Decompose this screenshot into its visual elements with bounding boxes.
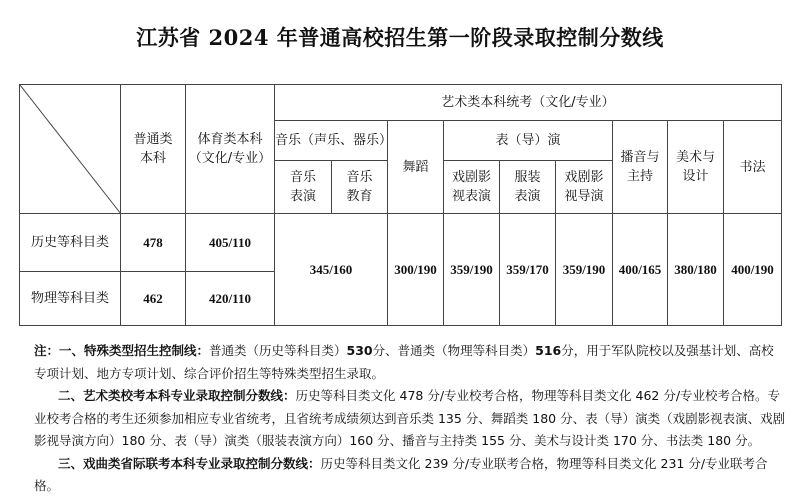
cell-art-design-score: 380/180 [667, 213, 724, 326]
row-label-history: 历史等科目类 [19, 213, 121, 272]
cell-music-score: 345/160 [274, 213, 388, 326]
cell-history-general: 478 [120, 213, 186, 272]
diagonal-header-cell [19, 84, 121, 214]
note-2-heading: 二、艺术类校考本科专业录取控制分数线： [58, 388, 296, 403]
header-sports: 体育类本科 （文化/专业） [185, 84, 275, 214]
cell-calligraphy-score: 400/190 [723, 213, 782, 326]
header-art-design: 美术与 设计 [667, 120, 724, 214]
note-3 [34, 453, 786, 498]
cell-broadcast-score: 400/165 [612, 213, 668, 326]
header-calligraphy: 书法 [723, 120, 782, 214]
row-label-physics: 物理等科目类 [19, 271, 121, 326]
header-performance: 表（导）演 [443, 120, 613, 161]
diagonal-line [20, 85, 122, 215]
header-dance: 舞蹈 [387, 120, 444, 214]
header-music-education: 音乐 教育 [331, 160, 388, 214]
note-2 [34, 385, 786, 453]
page-title: 江苏省 2024 年普通高校招生第一阶段录取控制分数线 [136, 25, 664, 50]
cell-drama-directing-score: 359/190 [555, 213, 613, 326]
note-value: 530 [346, 343, 373, 358]
note-text: 分，用于军队院校以及强基计划、高校专项计划、地方专项计划、综合评价招生等特殊类型招生录取。 [34, 343, 774, 381]
header-general: 普通类 本科 [120, 84, 186, 214]
cell-history-sports: 405/110 [185, 213, 275, 272]
header-art: 艺术类本科统考（文化/专业） [274, 84, 782, 121]
notes [34, 340, 786, 498]
header-drama-performance: 戏剧影 视表演 [443, 160, 500, 214]
note-3-heading: 三、戏曲类省际联考本科专业录取控制分数线： [58, 455, 321, 471]
note-text: 普通类（历史等科目类） [209, 343, 347, 358]
cell-physics-sports: 420/110 [185, 271, 275, 326]
note-text: 历史等科目类文化 239 分/专业联考合格，物理等科目类文化 231 分/专业联考合格。 [34, 455, 768, 493]
header-music-performance: 音乐 表演 [274, 160, 332, 214]
cell-dance-score: 300/190 [387, 213, 444, 326]
cell-drama-performance-score: 359/190 [443, 213, 500, 326]
note-text: 历史等科目类文化 478 分/专业校考合格，物理等科目类文化 462 分/专业校考合格。专业校考合格的考生还须参加相应专业省统考，且省统考成绩须达到音乐类 135 分、舞蹈类 180 分、表（导）演类（戏剧影视表演、戏剧影视导演方向）180 分、表（导）演类（服装表演方向）160 分、播音与主持类 155 分、美术与设计类 170 分、书法类 180 分。 [34, 388, 786, 448]
note-1-heading: 注：一、特殊类型招生控制线： [34, 343, 210, 358]
header-music: 音乐（声乐、器乐） [274, 120, 388, 161]
cell-physics-general: 462 [120, 271, 186, 326]
note-text: 分、普通类（物理等科目类） [372, 343, 536, 358]
header-costume-performance: 服装 表演 [499, 160, 556, 214]
note-value: 516 [535, 343, 562, 358]
header-drama-directing: 戏剧影 视导演 [555, 160, 613, 214]
cell-costume-score: 359/170 [499, 213, 556, 326]
header-broadcast: 播音与 主持 [612, 120, 668, 214]
note-1 [34, 340, 786, 385]
